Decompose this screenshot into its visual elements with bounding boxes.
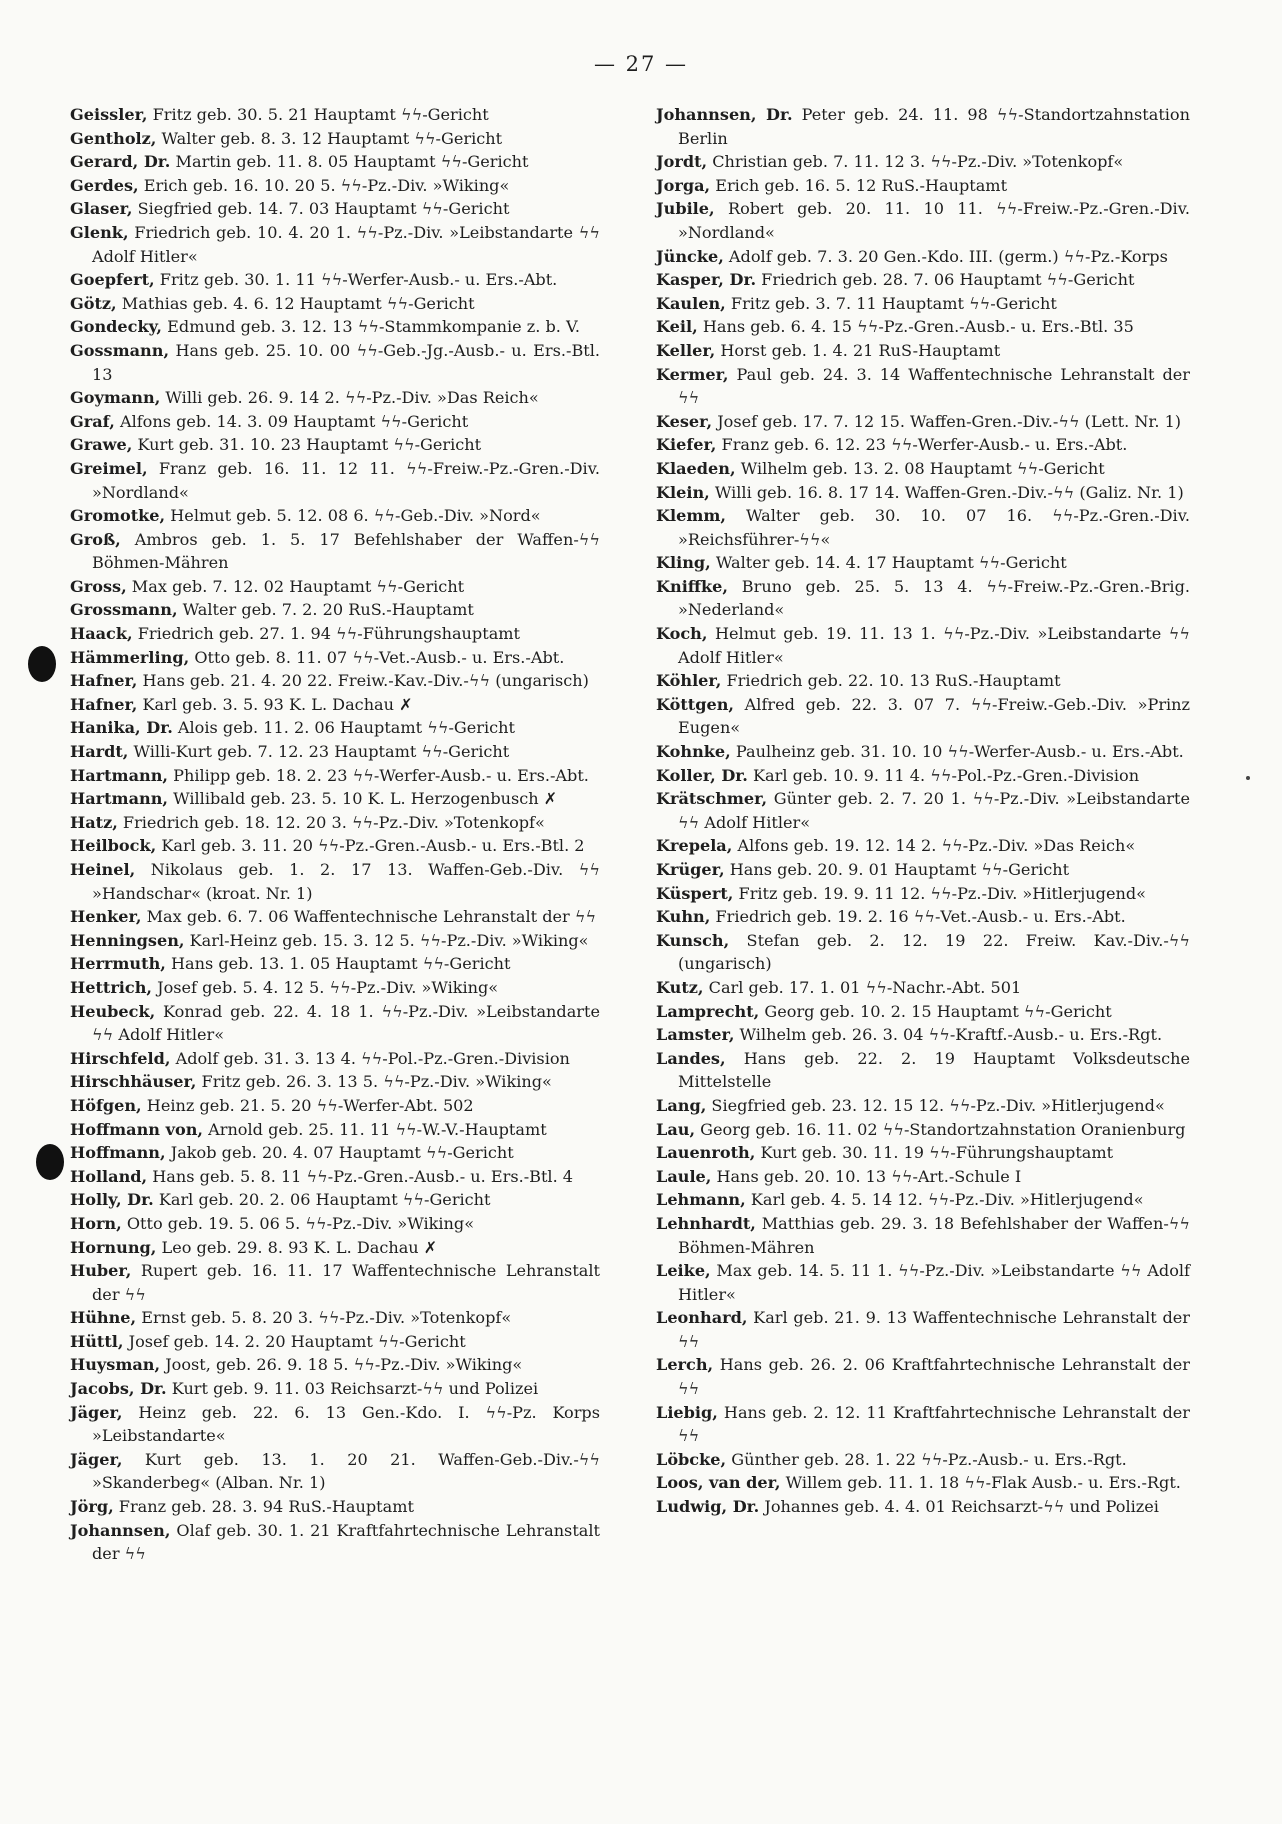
entry-details: Willi-Kurt geb. 7. 12. 23 Hauptamt ϟϟ-Gericht: [128, 742, 510, 762]
register-entry: [70, 976, 600, 1000]
entry-details: Karl-Heinz geb. 15. 3. 12 5. ϟϟ-Pz.-Div. »Wiking«: [184, 930, 589, 950]
register-entry: [656, 976, 1190, 1000]
entry-surname: Greimel,: [70, 458, 148, 478]
entry-details: Fritz geb. 19. 9. 11 12. ϟϟ-Pz.-Div. »Hitlerjugend«: [733, 883, 1146, 903]
register-entry: [70, 1070, 600, 1094]
entry-details: Alfred geb. 22. 3. 07 7. ϟϟ-Freiw.-Geb.-Div. »Prinz Eugen«: [678, 694, 1190, 738]
entry-details: Heinz geb. 22. 6. 13 Gen.-Kdo. I. ϟϟ-Pz. Korps »Leibstandarte«: [92, 1402, 600, 1446]
register-entry: [70, 669, 600, 693]
entry-surname: Jubile,: [656, 199, 715, 219]
entry-details: Helmut geb. 19. 11. 13 1. ϟϟ-Pz.-Div. »Leibstandarte ϟϟ Adolf Hitler«: [678, 624, 1190, 667]
entry-details: Paulheinz geb. 31. 10. 10 ϟϟ-Werfer-Ausb.- u. Ers.-Abt.: [730, 742, 1184, 762]
register-entry: [656, 150, 1190, 174]
entry-surname: Laule,: [656, 1166, 712, 1186]
entry-surname: Köttgen,: [656, 694, 735, 714]
entry-details: Hans geb. 2. 12. 11 Kraftfahrtechnische Lehranstalt der ϟϟ: [678, 1402, 1190, 1446]
entry-surname: Lauenroth,: [656, 1143, 756, 1163]
register-entry: [656, 363, 1190, 410]
register-entry: [70, 1353, 600, 1377]
register-entry: [70, 1165, 600, 1189]
entry-details: Philipp geb. 18. 2. 23 ϟϟ-Werfer-Ausb.- u. Ers.-Abt.: [168, 765, 589, 785]
register-entry: [656, 174, 1190, 198]
entry-surname: Johannsen,: [70, 1520, 171, 1540]
register-entry: [70, 1141, 600, 1165]
entry-surname: Hämmerling,: [70, 647, 190, 667]
entry-details: Kurt geb. 30. 11. 19 ϟϟ-Führungshauptamt: [755, 1143, 1114, 1163]
entry-surname: Jörg,: [70, 1497, 114, 1517]
entry-details: Heinz geb. 21. 5. 20 ϟϟ-Werfer-Abt. 502: [141, 1095, 474, 1115]
register-entry: [70, 127, 600, 151]
entry-details: Josef geb. 5. 4. 12 5. ϟϟ-Pz.-Div. »Wiking«: [152, 977, 499, 997]
register-entry: [70, 1519, 600, 1566]
entry-surname: Koller, Dr.: [656, 765, 748, 785]
entry-details: Carl geb. 17. 1. 01 ϟϟ-Nachr.-Abt. 501: [703, 977, 1022, 997]
entry-details: Karl geb. 21. 9. 13 Waffentechnische Lehranstalt der ϟϟ: [678, 1308, 1190, 1351]
entry-surname: Haack,: [70, 624, 133, 644]
entry-surname: Hoffmann,: [70, 1143, 166, 1163]
entry-details: Alfons geb. 14. 3. 09 Hauptamt ϟϟ-Gericht: [114, 411, 469, 431]
entry-details: Erich geb. 16. 10. 20 5. ϟϟ-Pz.-Div. »Wiking«: [138, 175, 510, 195]
entry-surname: Löbcke,: [656, 1449, 727, 1469]
entry-details: Hans geb. 21. 4. 20 22. Freiw.-Kav.-Div.-ϟϟ (ungarisch): [137, 671, 589, 691]
entry-details: Ernst geb. 5. 8. 20 3. ϟϟ-Pz.-Div. »Totenkopf«: [136, 1308, 512, 1328]
entry-surname: Jäger,: [70, 1449, 123, 1469]
entry-details: Rupert geb. 16. 11. 17 Waffentechnische Lehranstalt der ϟϟ: [92, 1261, 600, 1304]
entry-details: Günter geb. 2. 7. 20 1. ϟϟ-Pz.-Div. »Leibstandarte ϟϟ Adolf Hitler«: [678, 789, 1190, 832]
entry-surname: Hornung,: [70, 1237, 157, 1257]
entry-details: Fritz geb. 30. 5. 21 Hauptamt ϟϟ-Gericht: [147, 105, 489, 124]
entry-surname: Lehnhardt,: [656, 1213, 756, 1233]
entry-surname: Lehmann,: [656, 1190, 746, 1210]
entry-details: Hans geb. 13. 1. 05 Hauptamt ϟϟ-Gericht: [165, 954, 511, 974]
register-entry: [656, 1118, 1190, 1142]
entry-details: Franz geb. 16. 11. 12 11. ϟϟ-Freiw.-Pz.-Gren.-Div. »Nordland«: [92, 458, 600, 502]
register-entry: [656, 457, 1190, 481]
entry-surname: Herrmuth,: [70, 954, 166, 974]
entry-details: Günther geb. 28. 1. 22 ϟϟ-Pz.-Ausb.- u. Ers.-Rgt.: [726, 1449, 1127, 1469]
register-entry: [70, 410, 600, 434]
entry-details: Leo geb. 29. 8. 93 K. L. Dachau ✗: [156, 1237, 438, 1257]
entry-details: Max geb. 6. 7. 06 Waffentechnische Lehranstalt der ϟϟ: [141, 907, 597, 927]
entry-details: Fritz geb. 30. 1. 11 ϟϟ-Werfer-Ausb.- u. Ers.-Abt.: [154, 270, 558, 290]
register-entry: [656, 622, 1190, 669]
entry-details: Erich geb. 16. 5. 12 RuS.-Hauptamt: [710, 175, 1008, 195]
entry-surname: Jorga,: [656, 175, 711, 195]
entry-surname: Henningsen,: [70, 930, 185, 950]
entry-surname: Gerard, Dr.: [70, 152, 171, 172]
entry-surname: Köhler,: [656, 671, 722, 691]
register-entry: [70, 268, 600, 292]
entry-surname: Jüncke,: [656, 246, 724, 266]
entry-surname: Koch,: [656, 624, 708, 644]
entry-surname: Holly, Dr.: [70, 1190, 154, 1210]
register-entry: [656, 410, 1190, 434]
entry-details: Georg geb. 16. 11. 02 ϟϟ-Standortzahnstation Oranienburg: [695, 1119, 1186, 1139]
entry-details: Friedrich geb. 19. 2. 16 ϟϟ-Vet.-Ausb.- u. Ers.-Abt.: [710, 907, 1126, 927]
register-entry: [70, 150, 600, 174]
register-entry: [656, 1023, 1190, 1047]
entry-surname: Götz,: [70, 293, 117, 313]
entry-details: Konrad geb. 22. 4. 18 1. ϟϟ-Pz.-Div. »Leibstandarte ϟϟ Adolf Hitler«: [92, 1001, 600, 1045]
register-entry: [70, 221, 600, 268]
register-entry: [70, 1448, 600, 1495]
entry-details: Adolf geb. 31. 3. 13 4. ϟϟ-Pol.-Pz.-Gren.-Division: [170, 1048, 570, 1068]
entry-details: Wilhelm geb. 26. 3. 04 ϟϟ-Kraftf.-Ausb.- u. Ers.-Rgt.: [734, 1025, 1163, 1045]
entry-details: Martin geb. 11. 8. 05 Hauptamt ϟϟ-Gericht: [170, 152, 529, 172]
register-entry: [656, 245, 1190, 269]
entry-details: Mathias geb. 4. 6. 12 Hauptamt ϟϟ-Gericht: [116, 293, 475, 313]
register-entry: [70, 1188, 600, 1212]
register-entry: [70, 1047, 600, 1071]
entry-details: Friedrich geb. 28. 7. 06 Hauptamt ϟϟ-Gericht: [756, 270, 1135, 290]
entry-surname: Hardt,: [70, 742, 129, 762]
register-entry: [656, 1165, 1190, 1189]
entry-surname: Kermer,: [656, 364, 729, 384]
entry-surname: Hartmann,: [70, 789, 169, 809]
entry-details: Friedrich geb. 10. 4. 20 1. ϟϟ-Pz.-Div. »Leibstandarte ϟϟ Adolf Hitler«: [92, 222, 600, 266]
entry-surname: Kuhn,: [656, 907, 711, 927]
entry-surname: Hettrich,: [70, 977, 153, 997]
register-entry: [656, 197, 1190, 244]
entry-details: Karl geb. 4. 5. 14 12. ϟϟ-Pz.-Div. »Hitlerjugend«: [745, 1190, 1144, 1210]
register-entry: [70, 103, 600, 127]
entry-surname: Krepela,: [656, 836, 733, 856]
register-entry: [656, 905, 1190, 929]
entry-details: Karl geb. 3. 11. 20 ϟϟ-Pz.-Gren.-Ausb.- u. Ers.-Btl. 2: [156, 836, 585, 856]
entry-details: Friedrich geb. 18. 12. 20 3. ϟϟ-Pz.-Div. »Totenkopf«: [117, 812, 545, 832]
register-entry: [70, 386, 600, 410]
register-entry: [70, 528, 600, 575]
entry-surname: Kohnke,: [656, 742, 731, 762]
register-entry: [70, 598, 600, 622]
entry-surname: Loos, van der,: [656, 1473, 781, 1493]
entry-details: Hans geb. 26. 2. 06 Kraftfahrtechnische Lehranstalt der ϟϟ: [678, 1355, 1190, 1399]
register-entry: [656, 103, 1190, 150]
register-entry: [656, 433, 1190, 457]
entry-surname: Hirschfeld,: [70, 1048, 171, 1068]
entry-details: Ambros geb. 1. 5. 17 Befehlshaber der Waffen-ϟϟ Böhmen-Mähren: [92, 529, 600, 573]
register-entry: [656, 858, 1190, 882]
entry-surname: Gentholz,: [70, 128, 157, 148]
entry-surname: Heilbock,: [70, 836, 157, 856]
entry-details: Karl geb. 3. 5. 93 K. L. Dachau ✗: [137, 694, 413, 714]
entry-surname: Kaulen,: [656, 293, 726, 313]
entry-surname: Hartmann,: [70, 765, 169, 785]
entry-surname: Höfgen,: [70, 1095, 142, 1115]
entry-details: Willibald geb. 23. 5. 10 K. L. Herzogenbusch ✗: [168, 789, 558, 809]
entry-details: Bruno geb. 25. 5. 13 4. ϟϟ-Freiw.-Pz.-Gren.-Brig. »Nederland«: [678, 576, 1190, 620]
page-number: — 27 —: [593, 52, 689, 76]
register-entry: [70, 716, 600, 740]
register-entry: [656, 882, 1190, 906]
register-entry: [70, 693, 600, 717]
entry-surname: Kutz,: [656, 977, 704, 997]
entry-surname: Keil,: [656, 317, 698, 337]
entry-surname: Henker,: [70, 907, 142, 927]
register-entry: [656, 1448, 1190, 1472]
register-entry: [70, 1236, 600, 1260]
register-entry: [656, 787, 1190, 834]
register-entry: [70, 174, 600, 198]
entry-surname: Krüger,: [656, 860, 725, 879]
entry-details: Josef geb. 17. 7. 12 15. Waffen-Gren.-Div.-ϟϟ (Lett. Nr. 1): [712, 411, 1182, 431]
register-entry: [70, 622, 600, 646]
register-entry: [70, 952, 600, 976]
entry-details: Horst geb. 1. 4. 21 RuS-Hauptamt: [715, 340, 1001, 360]
entry-surname: Heinel,: [70, 860, 136, 879]
register-entry: [70, 1377, 600, 1401]
entry-details: Joost, geb. 26. 9. 18 5. ϟϟ-Pz.-Div. »Wiking«: [160, 1355, 523, 1375]
entry-surname: Keller,: [656, 340, 716, 360]
register-entry: [70, 315, 600, 339]
register-entry: [656, 740, 1190, 764]
entry-surname: Groß,: [70, 529, 121, 549]
register-entry: [70, 1330, 600, 1354]
entry-surname: Lau,: [656, 1119, 696, 1139]
register-entry: [656, 1094, 1190, 1118]
register-entry: [70, 929, 600, 953]
entry-surname: Lamster,: [656, 1025, 735, 1045]
entry-surname: Grawe,: [70, 435, 133, 455]
register-entry: [70, 504, 600, 528]
entry-surname: Grossmann,: [70, 600, 178, 620]
entry-details: Kurt geb. 31. 10. 23 Hauptamt ϟϟ-Gericht: [132, 435, 482, 455]
register-entry: [70, 1259, 600, 1306]
entry-surname: Glaser,: [70, 199, 133, 219]
entry-details: Walter geb. 7. 2. 20 RuS.-Hauptamt: [177, 600, 474, 620]
register-entry: [656, 481, 1190, 505]
entry-details: Hans geb. 25. 10. 00 ϟϟ-Geb.-Jg.-Ausb.- u. Ers.-Btl. 13: [92, 340, 600, 384]
entry-surname: Horn,: [70, 1213, 122, 1233]
register-entry: [70, 575, 600, 599]
entry-details: Nikolaus geb. 1. 2. 17 13. Waffen-Geb.-Div. ϟϟ »Handschar« (kroat. Nr. 1): [92, 860, 600, 903]
entry-details: Alois geb. 11. 2. 06 Hauptamt ϟϟ-Gericht: [172, 718, 515, 738]
entry-details: Max geb. 7. 12. 02 Hauptamt ϟϟ-Gericht: [126, 576, 465, 596]
entry-details: Siegfried geb. 23. 12. 15 12. ϟϟ-Pz.-Div. »Hitlerjugend«: [706, 1095, 1165, 1115]
entry-details: Willem geb. 11. 1. 18 ϟϟ-Flak Ausb.- u. Ers.-Rgt.: [780, 1473, 1181, 1493]
entry-details: Siegfried geb. 14. 7. 03 Hauptamt ϟϟ-Gericht: [132, 199, 510, 219]
entry-surname: Keser,: [656, 411, 713, 431]
entry-surname: Hoffmann von,: [70, 1119, 204, 1139]
entry-details: Kurt geb. 9. 11. 03 Reichsarzt-ϟϟ und Polizei: [166, 1379, 539, 1399]
register-entry: [656, 1306, 1190, 1353]
entry-surname: Klemm,: [656, 506, 727, 526]
entry-details: Willi geb. 16. 8. 17 14. Waffen-Gren.-Div.-ϟϟ (Galiz. Nr. 1): [709, 482, 1184, 502]
entry-surname: Klaeden,: [656, 458, 736, 478]
register-entry: [656, 339, 1190, 363]
register-entry: [70, 787, 600, 811]
register-entry: [656, 1000, 1190, 1024]
entry-surname: Küspert,: [656, 883, 734, 903]
entry-surname: Liebig,: [656, 1402, 718, 1422]
entry-surname: Hafner,: [70, 694, 138, 714]
register-entry: [656, 575, 1190, 622]
entry-details: Walter geb. 30. 10. 07 16. ϟϟ-Pz.-Gren.-Div. »Reichsführer-ϟϟ«: [678, 506, 1190, 549]
entry-details: Max geb. 14. 5. 11 1. ϟϟ-Pz.-Div. »Leibstandarte ϟϟ Adolf Hitler«: [678, 1261, 1190, 1304]
entry-surname: Huysman,: [70, 1355, 161, 1375]
entry-surname: Landes,: [656, 1048, 726, 1068]
entry-details: Matthias geb. 29. 3. 18 Befehlshaber der Waffen-ϟϟ Böhmen-Mähren: [678, 1213, 1190, 1257]
entry-details: Edmund geb. 3. 12. 13 ϟϟ-Stammkompanie z. b. V.: [162, 317, 580, 337]
entry-surname: Hanika, Dr.: [70, 718, 173, 738]
entry-details: Wilhelm geb. 13. 2. 08 Hauptamt ϟϟ-Gericht: [735, 458, 1105, 478]
entry-surname: Leike,: [656, 1261, 711, 1281]
entry-surname: Kiefer,: [656, 435, 717, 455]
entry-details: Olaf geb. 30. 1. 21 Kraftfahrtechnische Lehranstalt der ϟϟ: [92, 1520, 600, 1564]
entry-surname: Jäger,: [70, 1402, 123, 1422]
entry-surname: Kunsch,: [656, 930, 730, 950]
register-entry: [656, 551, 1190, 575]
entry-details: Robert geb. 20. 11. 10 11. ϟϟ-Freiw.-Pz.-Gren.-Div. »Nordland«: [678, 199, 1190, 242]
register-entry: [70, 858, 600, 905]
entry-surname: Hirschhäuser,: [70, 1072, 197, 1092]
ink-blot: [36, 1144, 64, 1180]
entry-surname: Hühne,: [70, 1308, 137, 1328]
entry-details: Hans geb. 5. 8. 11 ϟϟ-Pz.-Gren.-Ausb.- u. Ers.-Btl. 4: [147, 1166, 574, 1186]
register-entry: [70, 1495, 600, 1519]
register-entry: [70, 457, 600, 504]
entry-details: Hans geb. 20. 9. 01 Hauptamt ϟϟ-Gericht: [724, 860, 1070, 879]
entry-surname: Geissler,: [70, 105, 148, 124]
entry-details: Josef geb. 14. 2. 20 Hauptamt ϟϟ-Gericht: [123, 1331, 466, 1351]
register-entry: [70, 905, 600, 929]
entry-surname: Kling,: [656, 553, 711, 573]
register-entry: [70, 1094, 600, 1118]
entry-details: Helmut geb. 5. 12. 08 6. ϟϟ-Geb.-Div. »Nord«: [165, 506, 541, 526]
entry-surname: Goepfert,: [70, 270, 155, 290]
register-entry: [70, 292, 600, 316]
entry-details: Fritz geb. 26. 3. 13 5. ϟϟ-Pz.-Div. »Wiking«: [196, 1072, 552, 1092]
register-entry: [656, 1401, 1190, 1448]
entry-details: Friedrich geb. 22. 10. 13 RuS.-Hauptamt: [721, 671, 1061, 691]
register-entry: [656, 1259, 1190, 1306]
entry-surname: Gross,: [70, 576, 127, 596]
entry-details: Otto geb. 8. 11. 07 ϟϟ-Vet.-Ausb.- u. Ers.-Abt.: [189, 647, 565, 667]
register-entry: [656, 1188, 1190, 1212]
register-entry: [70, 1212, 600, 1236]
entry-surname: Holland,: [70, 1166, 148, 1186]
entry-details: Karl geb. 20. 2. 06 Hauptamt ϟϟ-Gericht: [153, 1190, 491, 1210]
entry-surname: Goymann,: [70, 388, 161, 408]
register-entry: [656, 929, 1190, 976]
entry-details: Georg geb. 10. 2. 15 Hauptamt ϟϟ-Gericht: [759, 1001, 1112, 1021]
register-entry: [656, 693, 1190, 740]
entry-details: Fritz geb. 3. 7. 11 Hauptamt ϟϟ-Gericht: [725, 293, 1057, 313]
entry-details: Christian geb. 7. 11. 12 3. ϟϟ-Pz.-Div. »Totenkopf«: [707, 152, 1124, 172]
entry-surname: Hüttl,: [70, 1331, 124, 1351]
register-entry: [656, 834, 1190, 858]
entry-details: Franz geb. 6. 12. 23 ϟϟ-Werfer-Ausb.- u. Ers.-Abt.: [716, 435, 1128, 455]
entry-surname: Huber,: [70, 1261, 132, 1281]
register-entry: [70, 834, 600, 858]
register-entry: [656, 315, 1190, 339]
entry-surname: Lerch,: [656, 1355, 714, 1375]
entry-surname: Gossmann,: [70, 340, 170, 360]
entry-surname: Leonhard,: [656, 1308, 748, 1328]
ink-blot: [28, 646, 56, 682]
entry-details: Paul geb. 24. 3. 14 Waffentechnische Lehranstalt der ϟϟ: [678, 364, 1190, 408]
entry-surname: Johannsen, Dr.: [656, 105, 793, 124]
entry-details: Johannes geb. 4. 4. 01 Reichsarzt-ϟϟ und Polizei: [759, 1497, 1159, 1517]
left-column: [70, 103, 600, 1566]
register-entry: [70, 339, 600, 386]
entry-surname: Lamprecht,: [656, 1001, 760, 1021]
register-entry: [70, 764, 600, 788]
entry-surname: Krätschmer,: [656, 789, 768, 809]
entry-surname: Glenk,: [70, 222, 129, 242]
entry-details: Walter geb. 8. 3. 12 Hauptamt ϟϟ-Gericht: [156, 128, 503, 148]
register-entry: [656, 1495, 1190, 1519]
register-entry: [70, 1118, 600, 1142]
register-entry: [656, 504, 1190, 551]
entry-surname: Gromotke,: [70, 506, 166, 526]
register-entry: [656, 1212, 1190, 1259]
entry-details: Kurt geb. 13. 1. 20 21. Waffen-Geb.-Div.-ϟϟ »Skanderbeg« (Alban. Nr. 1): [92, 1449, 600, 1493]
register-entry: [656, 268, 1190, 292]
entry-surname: Gerdes,: [70, 175, 139, 195]
entry-details: Friedrich geb. 27. 1. 94 ϟϟ-Führungshauptamt: [132, 624, 521, 644]
entry-details: Arnold geb. 25. 11. 11 ϟϟ-W.-V.-Hauptamt: [203, 1119, 547, 1139]
register-entry: [70, 433, 600, 457]
register-entry: [656, 292, 1190, 316]
entry-surname: Ludwig, Dr.: [656, 1497, 760, 1517]
entry-surname: Hafner,: [70, 671, 138, 691]
entry-surname: Lang,: [656, 1095, 707, 1115]
entry-surname: Hatz,: [70, 812, 118, 832]
entry-details: Hans geb. 22. 2. 19 Hauptamt Volksdeutsche Mittelstelle: [678, 1048, 1190, 1092]
register-entry: [70, 1306, 600, 1330]
register-entry: [656, 1047, 1190, 1094]
entry-details: Alfons geb. 19. 12. 14 2. ϟϟ-Pz.-Div. »Das Reich«: [732, 836, 1136, 856]
entry-details: Jakob geb. 20. 4. 07 Hauptamt ϟϟ-Gericht: [165, 1143, 514, 1163]
register-entry: [656, 1471, 1190, 1495]
entry-details: Hans geb. 6. 4. 15 ϟϟ-Pz.-Gren.-Ausb.- u. Ers.-Btl. 35: [697, 317, 1134, 337]
entry-details: Adolf geb. 7. 3. 20 Gen.-Kdo. III. (germ.) ϟϟ-Pz.-Korps: [723, 246, 1168, 266]
register-entry: [656, 1141, 1190, 1165]
entry-details: Willi geb. 26. 9. 14 2. ϟϟ-Pz.-Div. »Das Reich«: [160, 388, 539, 408]
entry-surname: Gondecky,: [70, 317, 163, 337]
register-entry: [656, 764, 1190, 788]
entry-details: Franz geb. 28. 3. 94 RuS.-Hauptamt: [113, 1497, 414, 1517]
register-entry: [70, 811, 600, 835]
entry-surname: Kasper, Dr.: [656, 270, 757, 290]
entry-surname: Jacobs, Dr.: [70, 1379, 167, 1399]
register-entry: [656, 1353, 1190, 1400]
register-entry: [70, 1401, 600, 1448]
entry-details: Peter geb. 24. 11. 98 ϟϟ-Standortzahnstation Berlin: [678, 105, 1190, 148]
ink-speck: [1246, 776, 1250, 780]
register-entry: [656, 669, 1190, 693]
entry-details: Otto geb. 19. 5. 06 5. ϟϟ-Pz.-Div. »Wiking«: [121, 1213, 475, 1233]
register-entry: [70, 646, 600, 670]
entry-surname: Klein,: [656, 482, 710, 502]
entry-details: Walter geb. 14. 4. 17 Hauptamt ϟϟ-Gericht: [710, 553, 1067, 573]
entry-surname: Jordt,: [656, 152, 708, 172]
register-entry: [70, 740, 600, 764]
entry-details: Karl geb. 10. 9. 11 4. ϟϟ-Pol.-Pz.-Gren.-Division: [747, 765, 1140, 785]
entry-surname: Kniffke,: [656, 576, 729, 596]
register-entry: [70, 1000, 600, 1047]
entry-surname: Heubeck,: [70, 1001, 156, 1021]
register-entry: [70, 197, 600, 221]
entry-details: Stefan geb. 2. 12. 19 22. Freiw. Kav.-Div.-ϟϟ (ungarisch): [678, 930, 1190, 974]
entry-surname: Graf,: [70, 411, 115, 431]
entry-details: Hans geb. 20. 10. 13 ϟϟ-Art.-Schule I: [711, 1166, 1022, 1186]
right-column: [656, 103, 1190, 1519]
